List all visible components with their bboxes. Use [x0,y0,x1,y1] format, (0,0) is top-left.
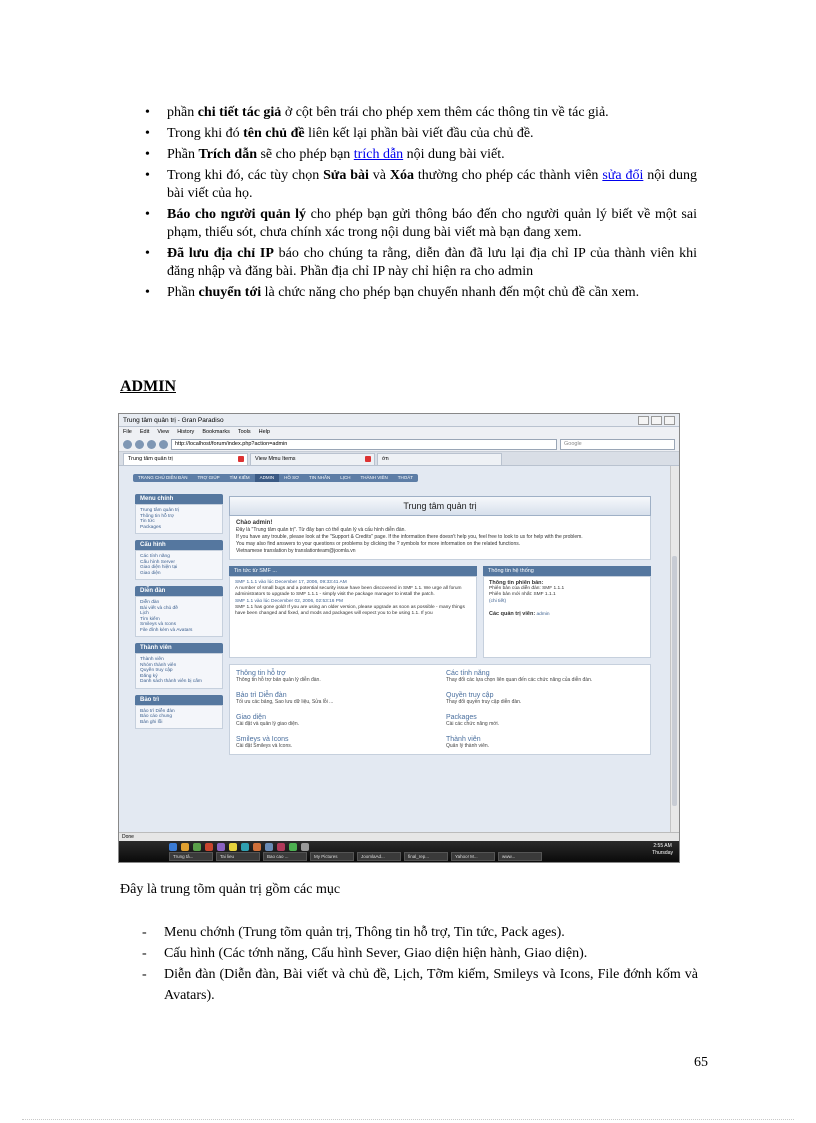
sidebar-heading: Thành viên [135,643,223,653]
sidebar-link[interactable]: Nhóm thành viên [140,662,177,668]
sidebar-heading: Menu chính [135,494,223,504]
feature-item[interactable]: Packages Cài các chức năng mới. [446,714,500,727]
sidebar-heading: Diễn đàn [135,586,223,596]
edit-link[interactable]: sửa đổi [602,168,644,183]
address-bar[interactable]: http://localhost/forum/index.php?action=admin [171,439,557,450]
sidebar-section [135,586,223,637]
maximize-icon[interactable] [651,416,662,425]
minimize-icon[interactable] [638,416,649,425]
bullet-item: • Phần chuyển tới là chức năng cho phép bạn chuyển nhanh đến một chủ đề cần xem. [145,284,697,302]
menu-history[interactable]: History [177,429,195,435]
bullet-item: • Trong khi đó tên chủ đề liên kết lại phần bài viết đầu của chủ đề. [145,125,697,143]
admin-user-link[interactable]: admin [536,611,550,617]
forward-icon[interactable] [135,440,144,449]
news-item-title[interactable]: SMF 1.1.1 vào lúc December 17, 2006, 09:33:41 AM [235,580,347,585]
sidebar-link[interactable]: Bảo trì Diễn đàn [140,708,175,714]
menu-view[interactable]: View [157,429,170,435]
app-icon[interactable] [217,843,225,851]
app-icon[interactable] [169,843,177,851]
sidebar-link[interactable]: Giao diện [140,570,161,576]
taskbar-window[interactable]: Yahoo! M... [451,852,495,861]
menu-edit[interactable]: Edit [139,429,150,435]
tab-menu-items[interactable]: View Mmu Items [250,453,375,465]
taskbar-window[interactable]: My Pictures [310,852,354,861]
system-info-heading: Thông tin hệ thống [483,566,651,576]
news-item-text: SMF 1.1 has gone gold! If you are using an older version, please upgrade as soon as possible - many things have been changed and fixed, and mods and packages will expect you to be using 1.1. If you [235,604,465,617]
bullet-item: • Đã lưu địa chỉ IP báo cho chúng ta rằng, diễn đàn đã lưu lại địa chỉ IP của thành viên khi đăng nhập và đăng bài. Phần địa chỉ IP này chỉ hiện ra cho admin [145,245,697,281]
navigation-toolbar [119,437,679,452]
page-number: 65 [694,1055,708,1070]
details-link[interactable]: (chi tiết) [489,598,507,604]
taskbar-window[interactable]: www... [498,852,542,861]
feature-item[interactable]: Các tính năng Thay đổi các lựa chọn liên quan đến các chức năng của diễn đàn. [446,670,593,683]
close-tab-icon[interactable] [365,456,371,462]
sidebar-section [135,494,223,534]
app-icon[interactable] [181,843,189,851]
quote-link[interactable]: trích dẫn [353,147,404,162]
quick-launch [119,841,679,851]
taskbar-windows [119,851,679,861]
taskbar-window[interactable]: Bao cao ... [263,852,307,861]
sidebar-link[interactable]: Thành viên [140,657,164,662]
admin-features-grid [229,664,651,755]
welcome-line: You may also find answers to your questions or problems by clicking the ? symbols for more information on the related functions. [236,541,521,547]
news-panel [229,566,477,658]
welcome-line: Vietnamese translation by translationteam@joomla.vn [236,548,356,554]
feature-item[interactable]: Smileys và Icons Cài đặt Smileys và Icons. [236,736,293,749]
feature-bullet-list [145,104,697,305]
taskbar-window[interactable]: Trung tâ... [169,852,213,861]
system-info-panel [483,566,651,658]
sidebar-link[interactable]: Báo cáo chung [140,714,173,719]
tab-admin[interactable]: Trung tâm quản trị [123,453,248,465]
admin-sidebar [135,494,223,735]
menu-file[interactable]: File [123,429,132,435]
news-item-text: A number of small bugs and a potential security issue have been discovered in SMF 1.1. We urge all forum administrators to upgrade to SMF 1.1.1 - simply visit the package manager to install the patch. [235,586,462,598]
windows-taskbar [119,841,679,862]
sidebar-heading: Cấu hình [135,540,223,550]
nav-calendar[interactable]: LỊCH [340,475,351,480]
forum-nav [133,474,418,482]
app-icon[interactable] [289,843,297,851]
sidebar-section [135,540,223,580]
welcome-line: Đây là "Trung tâm quản trị". Từ đây bạn có thể quản lý và cấu hình diễn đàn. [236,527,406,533]
window-titlebar [119,414,679,427]
close-tab-icon[interactable] [238,456,244,462]
sidebar-heading: Bảo trì [135,695,223,705]
browser-menubar [119,427,679,437]
sidebar-link[interactable]: Đăng ký [140,673,158,679]
sidebar-link[interactable]: File đính kèm và Avatars [140,627,193,633]
news-item-title[interactable]: SMF 1.1 vào lúc December 02, 2006, 02:53:16 PM [235,598,343,604]
footer-divider [22,1119,794,1120]
admins-label: Các quản trị viên: [489,610,536,617]
nav-members[interactable]: THÀNH VIÊN [360,475,388,480]
sidebar-link[interactable]: Bản ghi lỗi [140,719,163,725]
feature-item[interactable]: Thông tin hỗ trợ Thông tin hỗ trợ bản quản lý diễn đàn. [236,670,321,683]
sidebar-link[interactable]: Trung tâm quản trị [140,508,180,513]
vertical-scrollbar[interactable] [670,466,679,836]
bullet-item: • phần chi tiết tác giả ở cột bên trái cho phép xem thêm các thông tin về tác giả. [145,104,697,122]
nav-logout[interactable]: THOÁT [397,475,414,480]
nav-profile[interactable]: HỒ SƠ [284,475,299,480]
sidebar-section [135,643,223,689]
dash-item: - Cấu hình (Các tớnh năng, Cấu hình Sever, Giao diện hiện hành, Giao diện). [142,943,698,964]
latest-version: Phiên bản mới nhất: SMF 1.1.1 [489,592,556,598]
sidebar-link[interactable]: Tìm kiếm [140,616,160,622]
sidebar-link[interactable]: Packages [140,524,162,530]
close-icon[interactable] [664,416,675,425]
app-icon[interactable] [241,843,249,851]
nav-help[interactable]: TRỢ GIÚP [197,475,220,480]
feature-item[interactable]: Quyền truy cập Thay đổi quyền truy cập diễn đàn. [446,692,522,705]
welcome-line: If you have any trouble, please look at the "Support & Credits" page. If the information there doesn't help you, feel free to look to us for help with the problem. [236,534,583,540]
welcome-title: Chào admin! [236,520,273,526]
dash-item: - Menu chớnh (Trung tõm quản trị, Thông tin hỗ trợ, Tin tức, Pack ages). [142,922,698,943]
welcome-box [229,516,651,560]
screenshot-caption: Đây là trung tõm quản trị gồm các mục [120,882,341,897]
browser-screenshot [118,413,680,863]
bullet-item: • Báo cho người quản lý cho phép bạn gửi thông báo đến cho người quản lý biết về một sai phạm, thiếu sót, chưa chính xác trong nội dung bài viết mà bạn đang xem. [145,206,697,242]
tab-bar [119,452,679,466]
sidebar-link[interactable]: Giao diện hiện tại [140,565,178,570]
admin-main-panel [229,496,651,755]
tab-third[interactable]: ớn [377,453,502,465]
feature-item[interactable]: Thành viên Quản lý thành viên. [446,736,490,749]
feature-item[interactable]: Bảo trì Diễn đàn Tối ưu các bảng, Sao lưu dữ liệu, Sửa lỗi ... [236,692,334,705]
dash-item: - Diễn đàn (Diễn đàn, Bài viết và chủ đề, Lịch, Tỡm kiếm, Smileys và Icons, File đớnh kốm và Avatars). [142,964,698,1006]
sidebar-link[interactable]: Smileys và Icons [140,622,176,627]
version-label: Thông tin phiên bản: [489,580,544,586]
menu-tools[interactable]: Tools [237,429,251,435]
main-title: Trung tâm quản trị [229,496,651,516]
sidebar-link[interactable]: Lịch [140,611,149,616]
forum-version: Phiên bản của diễn đàn: SMF 1.1.1 [489,586,565,592]
sidebar-link[interactable]: Cấu hình Server [140,559,175,565]
sidebar-link[interactable]: Tin tức [140,519,155,524]
back-icon[interactable] [123,440,132,449]
window-title: Trung tâm quản trị - Gran Paradiso [123,416,224,424]
menu-help[interactable]: Help [258,429,270,435]
page-content [119,466,671,836]
nav-search[interactable]: TÌM KIẾM [229,475,250,480]
home-icon[interactable] [159,440,168,449]
taskbar-window[interactable]: Tai lieu [216,852,260,861]
sidebar-link[interactable]: Bài viết và chủ đề [140,605,178,611]
search-input[interactable]: Google [560,439,675,450]
menu-description-list [142,922,698,1006]
nav-messages[interactable]: TIN NHẮN [309,475,331,480]
sidebar-link[interactable]: Diễn đàn [140,600,160,605]
taskbar-window[interactable]: final_rep... [404,852,448,861]
sidebar-link[interactable]: Quyền truy cập [140,668,173,673]
news-heading: Tin tức từ SMF ... [229,566,477,576]
scrollbar-thumb[interactable] [672,556,677,806]
taskbar-window[interactable]: JoomlaAd... [357,852,401,861]
feature-item[interactable]: Giao diện Cài đặt và quản lý giao diện. [236,714,300,727]
nav-admin[interactable]: ADMIN [255,474,280,482]
sidebar-link[interactable]: Thông tin hỗ trợ [140,513,175,519]
menu-bookmarks[interactable]: Bookmarks [202,429,230,435]
sidebar-section [135,695,223,730]
app-icon[interactable] [277,843,285,851]
app-icon[interactable] [229,843,237,851]
sidebar-link[interactable]: Các tính năng [140,554,170,559]
app-icon[interactable] [193,843,201,851]
bullet-item: • Phần Trích dẫn sẽ cho phép bạn trích dẫn nội dung bài viết. [145,146,697,164]
app-icon[interactable] [205,843,213,851]
app-icon[interactable] [265,843,273,851]
app-icon[interactable] [253,843,261,851]
taskbar-clock: 2:55 AM Thursday [652,843,673,856]
app-icon[interactable] [301,843,309,851]
admin-heading: ADMIN [120,378,176,395]
bullet-item: • Trong khi đó, các tùy chọn Sửa bài và Xóa thường cho phép các thành viên sửa đổi nội dung bài viết của họ. [145,167,697,203]
status-bar: Done [119,832,679,841]
nav-home[interactable]: TRANG CHỦ DIỄN ĐÀN [138,475,188,480]
reload-icon[interactable] [147,440,156,449]
sidebar-link[interactable]: Danh sách thành viên bị cấm [140,679,202,684]
